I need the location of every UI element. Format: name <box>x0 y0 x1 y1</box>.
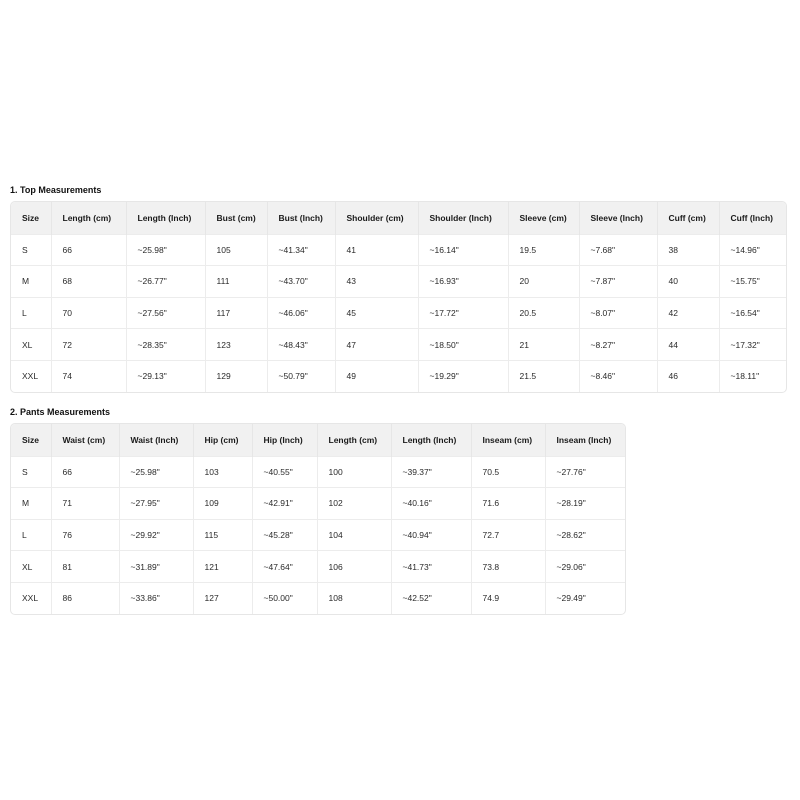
column-header: Waist (cm) <box>51 424 119 456</box>
table-cell: 66 <box>51 234 126 266</box>
table-cell: ~46.06" <box>267 297 335 329</box>
table-cell: 43 <box>335 266 418 298</box>
pants-table-body <box>11 456 625 614</box>
pants-table-header <box>11 424 625 456</box>
table-cell: 42 <box>657 297 719 329</box>
size-cell: XL <box>11 551 51 583</box>
top-measurements-table <box>11 202 786 392</box>
table-row <box>11 266 786 298</box>
table-cell: 106 <box>317 551 391 583</box>
table-row <box>11 519 625 551</box>
table-cell: ~29.13" <box>126 360 205 392</box>
table-cell: ~28.19" <box>556 498 586 509</box>
table-cell: 100 <box>317 456 391 488</box>
table-cell: ~19.29" <box>418 360 508 392</box>
table-cell: 41 <box>335 234 418 266</box>
table-cell: 115 <box>193 519 252 551</box>
table-cell: ~27.76" <box>556 466 586 477</box>
column-header: Size <box>11 202 51 234</box>
column-header: Size <box>11 424 51 456</box>
table-cell: 44 <box>657 329 719 361</box>
table-row <box>11 551 625 583</box>
table-cell: 86 <box>51 582 119 614</box>
table-cell: 38 <box>657 234 719 266</box>
table-cell: 123 <box>205 329 267 361</box>
table-row <box>11 360 786 392</box>
table-cell: ~29.49" <box>556 593 586 604</box>
table-cell: 70 <box>51 297 126 329</box>
table-cell: ~8.27" <box>579 329 657 361</box>
column-header: Sleeve (Inch) <box>579 202 657 234</box>
table-cell: 68 <box>51 266 126 298</box>
table-cell: ~17.72" <box>418 297 508 329</box>
size-cell: M <box>11 488 51 520</box>
column-header: Hip (Inch) <box>252 424 317 456</box>
table-cell: 117 <box>205 297 267 329</box>
pants-measurements-table <box>11 424 625 614</box>
size-cell: S <box>11 456 51 488</box>
table-cell: ~27.95" <box>119 488 193 520</box>
table-cell: ~48.43" <box>267 329 335 361</box>
column-header: Inseam (Inch) <box>556 434 612 445</box>
pants-measurements-title: 2. Pants Measurements <box>10 407 111 417</box>
table-cell: 74 <box>51 360 126 392</box>
top-table-body <box>11 234 786 392</box>
column-header: Length (Inch) <box>126 202 205 234</box>
table-cell: 21.5 <box>508 360 579 392</box>
table-cell: 20 <box>508 266 579 298</box>
table-cell: ~39.37" <box>391 456 471 488</box>
table-cell: 21 <box>508 329 579 361</box>
table-cell: ~14.96" <box>730 244 760 255</box>
table-cell: 46 <box>657 360 719 392</box>
column-header: Hip (cm) <box>193 424 252 456</box>
table-cell: ~27.56" <box>126 297 205 329</box>
column-header: Length (cm) <box>51 202 126 234</box>
table-cell: ~15.75" <box>730 276 760 287</box>
column-header: Length (cm) <box>317 424 391 456</box>
table-row <box>11 582 625 614</box>
table-cell: ~8.07" <box>579 297 657 329</box>
table-cell: ~41.34" <box>267 234 335 266</box>
column-header: Shoulder (Inch) <box>418 202 508 234</box>
size-cell: XL <box>11 329 51 361</box>
table-cell: 111 <box>205 266 267 298</box>
table-cell: ~7.68" <box>579 234 657 266</box>
table-cell: ~40.55" <box>252 456 317 488</box>
column-header: Bust (cm) <box>205 202 267 234</box>
table-cell: ~50.79" <box>267 360 335 392</box>
table-cell: 76 <box>51 519 119 551</box>
size-cell: XXL <box>11 360 51 392</box>
table-cell: 109 <box>193 488 252 520</box>
table-cell: ~40.94" <box>391 519 471 551</box>
table-cell: 74.9 <box>471 582 545 614</box>
table-cell: ~42.91" <box>252 488 317 520</box>
column-header: Shoulder (cm) <box>335 202 418 234</box>
table-cell: 71.6 <box>471 488 545 520</box>
table-cell: 20.5 <box>508 297 579 329</box>
table-cell: ~18.50" <box>418 329 508 361</box>
header-row <box>11 202 786 234</box>
table-row <box>11 297 786 329</box>
table-cell: ~28.35" <box>126 329 205 361</box>
table-cell: 81 <box>51 551 119 583</box>
table-cell: 66 <box>51 456 119 488</box>
table-cell: ~18.11" <box>730 371 760 382</box>
table-cell: 105 <box>205 234 267 266</box>
table-cell: ~28.62" <box>556 529 586 540</box>
size-cell: L <box>11 519 51 551</box>
table-cell: ~7.87" <box>579 266 657 298</box>
column-header: Cuff (cm) <box>657 202 719 234</box>
top-measurements-title: 1. Top Measurements <box>10 185 102 195</box>
header-row <box>11 424 625 456</box>
table-row <box>11 329 786 361</box>
column-header: Inseam (cm) <box>471 424 545 456</box>
column-header: Cuff (Inch) <box>730 212 773 223</box>
table-cell: ~31.89" <box>119 551 193 583</box>
table-cell: ~16.93" <box>418 266 508 298</box>
table-cell: 102 <box>317 488 391 520</box>
table-cell: ~25.98" <box>119 456 193 488</box>
table-cell: ~41.73" <box>391 551 471 583</box>
table-cell: 72.7 <box>471 519 545 551</box>
table-cell: ~25.98" <box>126 234 205 266</box>
table-cell: 49 <box>335 360 418 392</box>
table-cell: 108 <box>317 582 391 614</box>
table-row <box>11 488 625 520</box>
table-cell: 73.8 <box>471 551 545 583</box>
table-cell: ~47.64" <box>252 551 317 583</box>
table-cell: ~16.54" <box>730 307 760 318</box>
table-cell: ~43.70" <box>267 266 335 298</box>
table-cell: ~42.52" <box>391 582 471 614</box>
table-cell: 121 <box>193 551 252 583</box>
table-cell: 71 <box>51 488 119 520</box>
table-cell: 127 <box>193 582 252 614</box>
table-cell: 70.5 <box>471 456 545 488</box>
table-cell: ~45.28" <box>252 519 317 551</box>
table-cell: ~40.16" <box>391 488 471 520</box>
table-cell: 40 <box>657 266 719 298</box>
size-cell: XXL <box>11 582 51 614</box>
table-cell: 47 <box>335 329 418 361</box>
table-cell: 72 <box>51 329 126 361</box>
table-row <box>11 234 786 266</box>
column-header: Length (Inch) <box>391 424 471 456</box>
pants-measurements-table-container <box>10 423 626 615</box>
top-measurements-table-container <box>10 201 787 393</box>
table-cell: ~29.06" <box>556 561 586 572</box>
size-cell: S <box>11 234 51 266</box>
table-cell: ~8.46" <box>579 360 657 392</box>
column-header: Waist (Inch) <box>119 424 193 456</box>
column-header: Sleeve (cm) <box>508 202 579 234</box>
top-table-header <box>11 202 786 234</box>
table-cell: 103 <box>193 456 252 488</box>
table-cell: ~33.86" <box>119 582 193 614</box>
table-cell: 45 <box>335 297 418 329</box>
table-cell: 129 <box>205 360 267 392</box>
table-cell: ~50.00" <box>252 582 317 614</box>
table-cell: 104 <box>317 519 391 551</box>
table-row <box>11 456 625 488</box>
column-header: Bust (Inch) <box>267 202 335 234</box>
table-cell: ~29.92" <box>119 519 193 551</box>
table-cell: ~17.32" <box>730 339 760 350</box>
table-cell: ~16.14" <box>418 234 508 266</box>
table-cell: 19.5 <box>508 234 579 266</box>
size-cell: M <box>11 266 51 298</box>
size-cell: L <box>11 297 51 329</box>
table-cell: ~26.77" <box>126 266 205 298</box>
